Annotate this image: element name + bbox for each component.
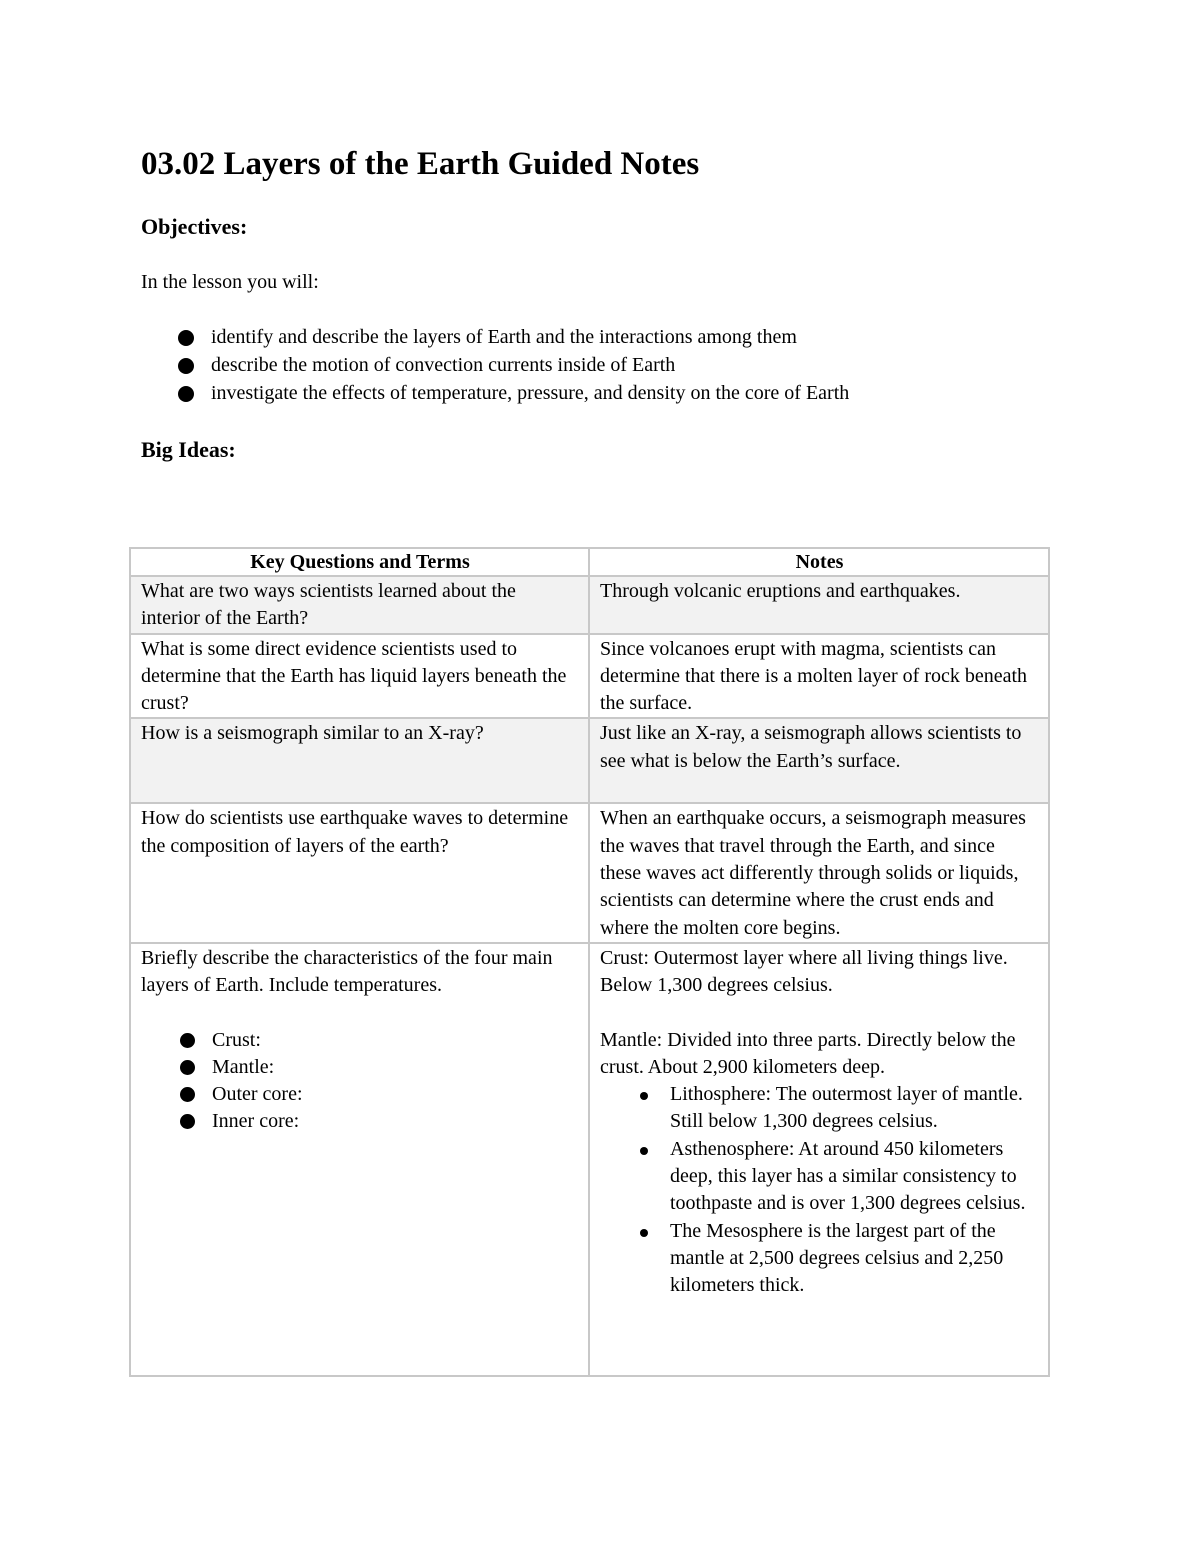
- bullet-icon: [180, 1114, 195, 1129]
- bullet-icon: [180, 1060, 195, 1075]
- question-cell: [130, 943, 589, 1376]
- question-cell: How is a seismograph similar to an X-ray?: [130, 718, 589, 803]
- bullet-icon: [178, 358, 194, 374]
- mantle-parts-list: [600, 1081, 1039, 1299]
- big-ideas-heading: Big Ideas:: [141, 437, 236, 462]
- mantle-note: Mantle: Divided into three parts. Directly below the crust. About 2,900 kilometers deep.: [600, 1028, 1016, 1078]
- table-row: [130, 634, 1049, 719]
- column-header-questions: Key Questions and Terms: [130, 548, 589, 576]
- layer-item: Outer core:: [173, 1081, 579, 1108]
- layer-item: Inner core:: [173, 1108, 579, 1135]
- notes-cell[interactable]: Just like an X-ray, a seismograph allows scientists to see what is below the Earth’s surface.: [589, 718, 1049, 803]
- layer-item: Crust:: [173, 1027, 579, 1054]
- bullet-icon: [180, 1033, 195, 1048]
- objectives-intro: In the lesson you will:: [141, 271, 319, 293]
- table-header-row: [130, 548, 1049, 576]
- column-header-notes: Notes: [589, 548, 1049, 576]
- mantle-part-item: Asthenosphere: At around 450 kilometers deep, this layer has a similar consistency to toothpaste and is over 1,300 degrees celsius.: [632, 1136, 1039, 1218]
- mantle-part-item: Lithosphere: The outermost layer of mantle. Still below 1,300 degrees celsius.: [632, 1081, 1039, 1136]
- notes-cell[interactable]: Since volcanoes erupt with magma, scientists can determine that there is a molten layer of rock beneath the surface.: [589, 634, 1049, 719]
- crust-note: Crust: Outermost layer where all living things live. Below 1,300 degrees celsius.: [600, 946, 1008, 997]
- layers-list: [141, 1027, 579, 1136]
- table-row: [130, 943, 1049, 1376]
- bullet-icon: [180, 1087, 195, 1102]
- page-title: 03.02 Layers of the Earth Guided Notes: [141, 146, 700, 182]
- objectives-list: [176, 323, 849, 407]
- table-row: [130, 576, 1049, 634]
- notes-cell[interactable]: When an earthquake occurs, a seismograph measures the waves that travel through the Earth, and since these waves act differently through solids or liquids, scientists can determine where the crust ends and where the molten core begins.: [589, 803, 1049, 942]
- table-row: [130, 718, 1049, 803]
- objective-item: identify and describe the layers of Earth and the interactions among them: [176, 323, 849, 351]
- notes-table: [129, 547, 1050, 1377]
- notes-cell[interactable]: Through volcanic eruptions and earthquakes.: [589, 576, 1049, 634]
- question-cell: What is some direct evidence scientists used to determine that the Earth has liquid layers beneath the crust?: [130, 634, 589, 719]
- layer-item: Mantle:: [173, 1054, 579, 1081]
- bullet-icon: [178, 386, 194, 402]
- bullet-icon: [640, 1229, 648, 1237]
- objectives-heading: Objectives:: [141, 214, 248, 239]
- bullet-icon: [640, 1147, 648, 1155]
- bullet-icon: [178, 330, 194, 346]
- question-cell: How do scientists use earthquake waves to determine the composition of layers of the earth?: [130, 803, 589, 942]
- objective-item: describe the motion of convection currents inside of Earth: [176, 351, 849, 379]
- layers-question: Briefly describe the characteristics of the four main layers of Earth. Include temperatures.: [141, 946, 553, 997]
- objective-item: investigate the effects of temperature, pressure, and density on the core of Earth: [176, 379, 849, 407]
- notes-cell[interactable]: [589, 943, 1049, 1376]
- question-cell: What are two ways scientists learned about the interior of the Earth?: [130, 576, 589, 634]
- table-row: [130, 803, 1049, 942]
- mantle-part-item: The Mesosphere is the largest part of the mantle at 2,500 degrees celsius and 2,250 kilometers thick.: [632, 1218, 1039, 1300]
- bullet-icon: [640, 1092, 648, 1100]
